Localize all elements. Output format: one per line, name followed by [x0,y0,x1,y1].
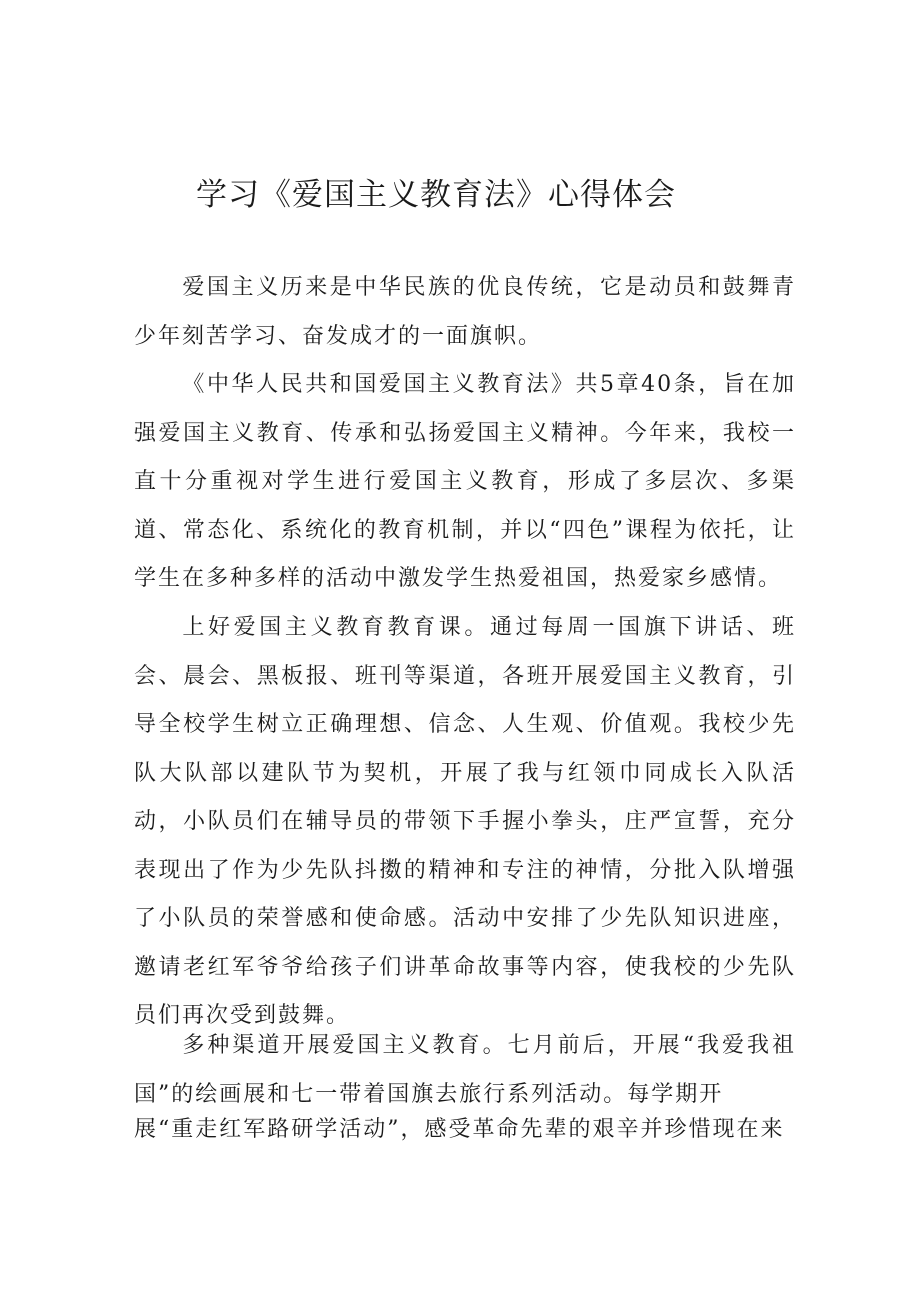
paragraph-continuation: 展“重走红军路研学活动”，感受革命先辈的艰辛并珍惜现在来 [134,1117,785,1142]
document-title: 学习《爱国主义教育法》心得体会 [196,177,676,213]
paragraph-intro: 爱国主义历来是中华民族的优良传统，它是动员和鼓舞青少年刻苦学习、奋发成才的一面旗帜。 [134,275,796,349]
paragraph-multi-channel: 多种渠道开展爱国主义教育。七月前后，开展“我爱我祖国”的绘画展和七一带着国旗去旅行系列活动。每学期开 [134,1033,796,1107]
paragraph-law-overview: 《中华人民共和国爱国主义教育法》共5章40条，旨在加强爱国主义教育、传承和弘扬爱国主义精神。今年来，我校一直十分重视对学生进行爱国主义教育，形成了多层次、多渠道、常态化、系统化的教育机制，并以“四色”课程为依托，让学生在多种多样的活动中激发学生热爱祖国，热爱家乡感情。 [134,372,796,591]
paragraph-education-class: 上好爱国主义教育教育课。通过每周一国旗下讲话、班会、晨会、黑板报、班刊等渠道，各班开展爱国主义教育，引导全校学生树立正确理想、信念、人生观、价值观。我校少先队大队部以建队节为契机，开展了我与红领巾同成长入队活动，小队员们在辅导员的带领下手握小拳头，庄严宣誓，充分表现出了作为少先队抖擞的精神和专注的神情，分批入队增强了小队员的荣誉感和使命感。活动中安排了少先队知识进座，邀请老红军爷爷给孩子们讲革命故事等内容，使我校的少先队员们再次受到鼓舞。 [134,615,796,1028]
